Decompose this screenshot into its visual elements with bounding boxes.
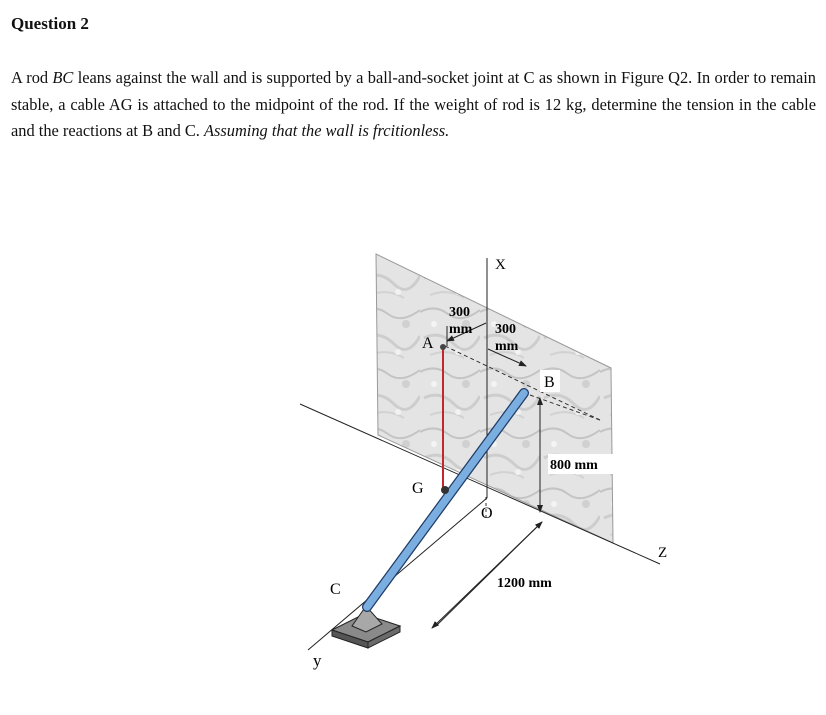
point-a-marker xyxy=(440,344,446,350)
point-g-label: G xyxy=(412,480,424,497)
rod-label: BC xyxy=(52,68,74,87)
dim-800-label: 800 mm xyxy=(550,458,598,473)
wall xyxy=(376,254,613,543)
assumption-text: Assuming that the wall is frcitionless. xyxy=(204,121,450,140)
question-title: Question 2 xyxy=(11,14,89,33)
dim-300-b-value: 300 xyxy=(495,322,516,337)
point-g-marker xyxy=(441,486,449,494)
dim-300-a-value: 300 xyxy=(449,305,470,320)
axis-x-label: X xyxy=(495,257,506,273)
dim-1200-line-back xyxy=(432,522,542,628)
dim-1200-label: 1200 mm xyxy=(497,576,552,591)
point-b-label: B xyxy=(544,374,555,391)
dim-300-b-unit: mm xyxy=(495,339,519,354)
origin-label: O xyxy=(481,505,493,522)
axis-z-label: Z xyxy=(658,545,668,561)
axis-y-label: y xyxy=(313,651,322,670)
point-a-label: A xyxy=(422,335,434,352)
question-text-part-1: A rod xyxy=(11,68,53,87)
dim-300-a-unit: mm xyxy=(449,322,473,337)
point-c-label: C xyxy=(330,581,341,598)
question-text-part-2: leans against the wall and is supported by a ball-and-socket joint at C as shown in Figure Q2. In order to remain stable, a cable AG is attached to the midpoint of the rod. If the weight of rod is 12 kg, determine the tension in the cable and the reactions at B and C. xyxy=(11,68,816,140)
